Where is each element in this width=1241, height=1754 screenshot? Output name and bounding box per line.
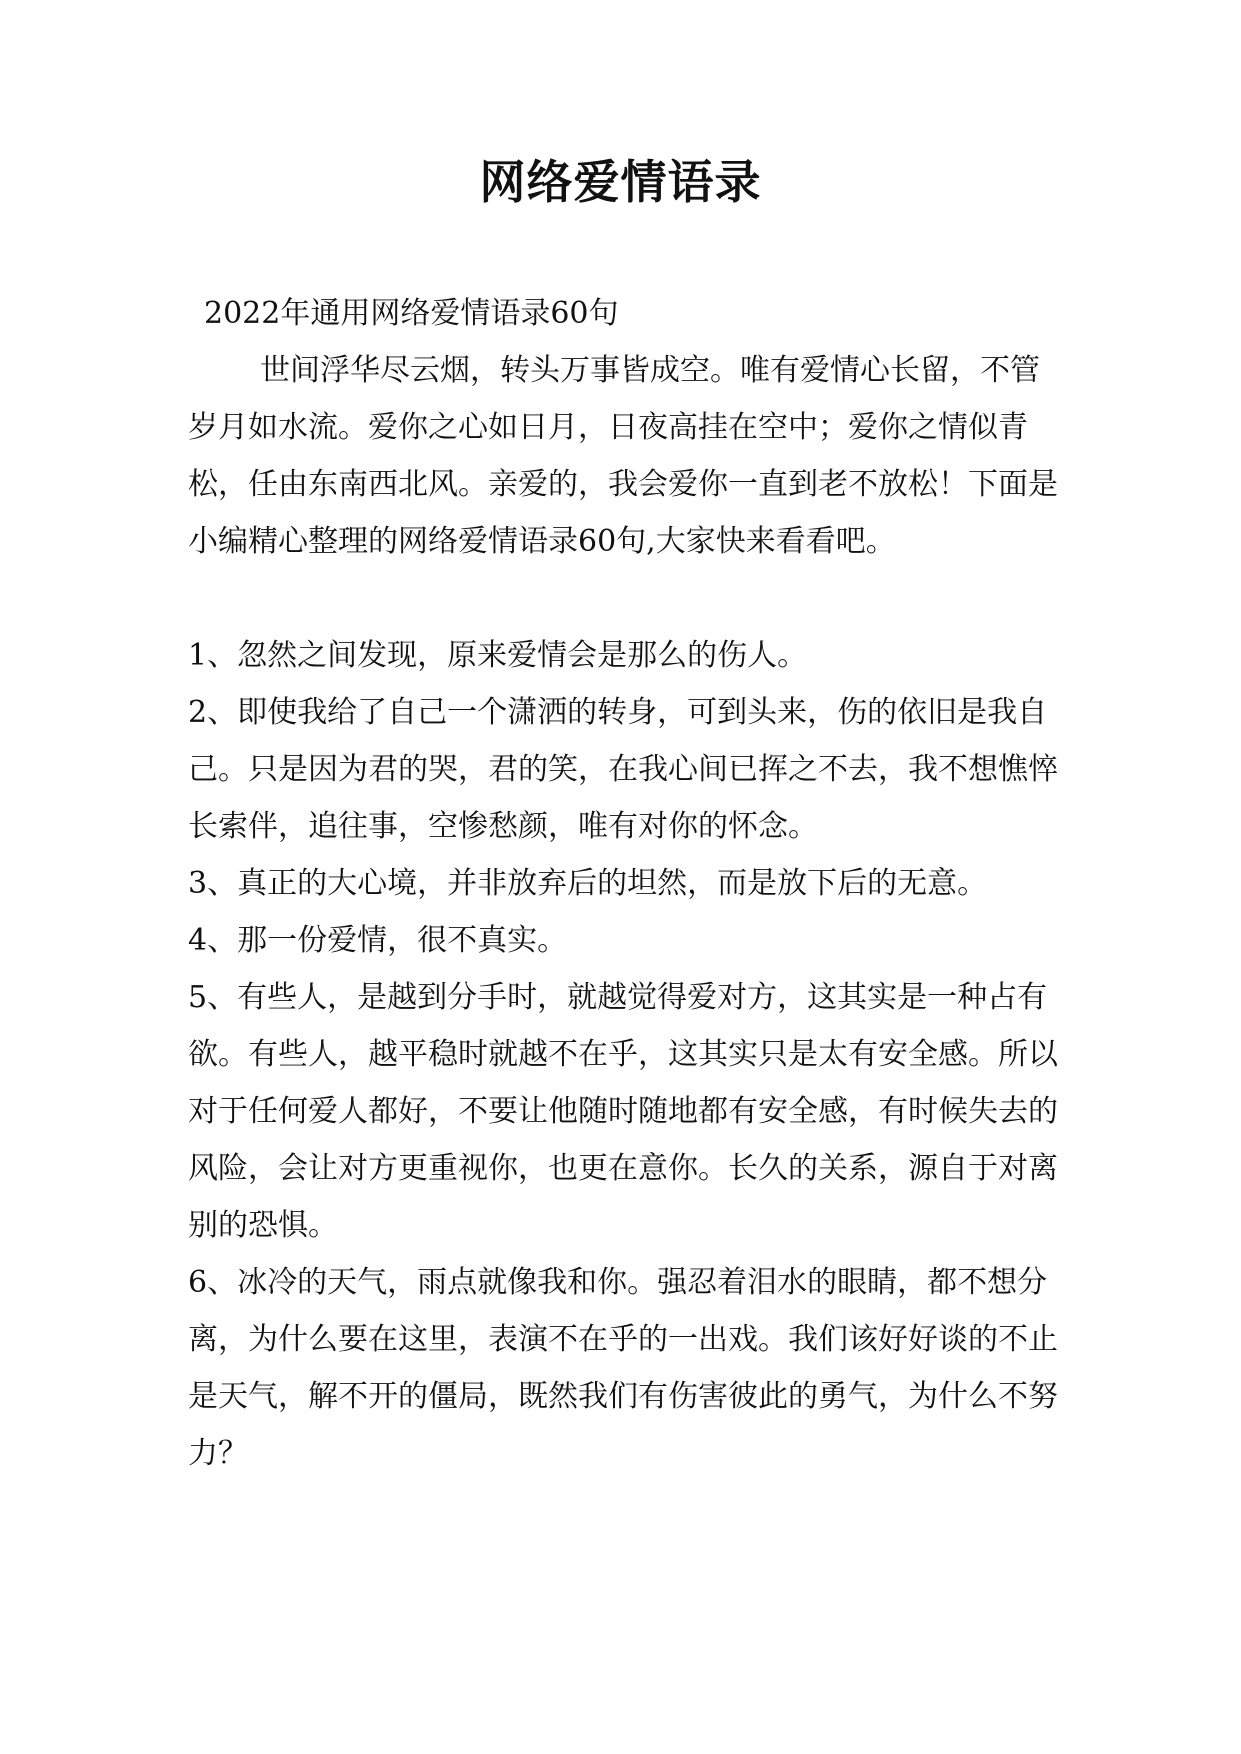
document-body: [188, 285, 1058, 1482]
document-subtitle: 2022年通用网络爱情语录60句: [204, 296, 619, 331]
document-title: 网络爱情语录: [479, 155, 762, 209]
quote-item-5: 5、有些人，是越到分手时，就越觉得爱对方，这其实是一种占有欲。有些人，越平稳时就越不在乎，这其实只是太有安全感。所以对于任何爱人都好，不要让他随时随地都有安全感，有时候失去的风险，会让对方更重视你，也更在意你。长久的关系，源自于对离别的恐惧。: [188, 980, 1058, 1243]
intro-paragraph: 世间浮华尽云烟，转头万事皆成空。唯有爱情心长留，不管岁月如水流。爱你之心如日月，日夜高挂在空中；爱你之情似青松，任由东南西北风。亲爱的，我会爱你一直到老不放松！下面是小编精心整理的网络爱情语录60句,大家快来看看吧。: [188, 353, 1058, 559]
quote-item-3: 3、真正的大心境，并非放弃后的坦然，而是放下后的无意。: [188, 866, 988, 901]
paragraph-spacer: [188, 570, 1058, 627]
quote-item-1: 1、忽然之间发现，原来爱情会是那么的伤人。: [188, 638, 808, 673]
quote-item-6: 6、冰冷的天气，雨点就像我和你。强忍着泪水的眼睛，都不想分离，为什么要在这里，表演不在乎的一出戏。我们该好好谈的不止是天气，解不开的僵局，既然我们有伤害彼此的勇气，为什么不努力？: [188, 1265, 1058, 1471]
quote-item-2: 2、即使我给了自己一个潇洒的转身，可到头来，伤的依旧是我自己。只是因为君的哭，君的笑，在我心间已挥之不去，我不想憔悴长索伴，追往事，空惨愁颜，唯有对你的怀念。: [188, 695, 1058, 844]
quote-item-4: 4、那一份爱情，很不真实。: [188, 923, 568, 958]
